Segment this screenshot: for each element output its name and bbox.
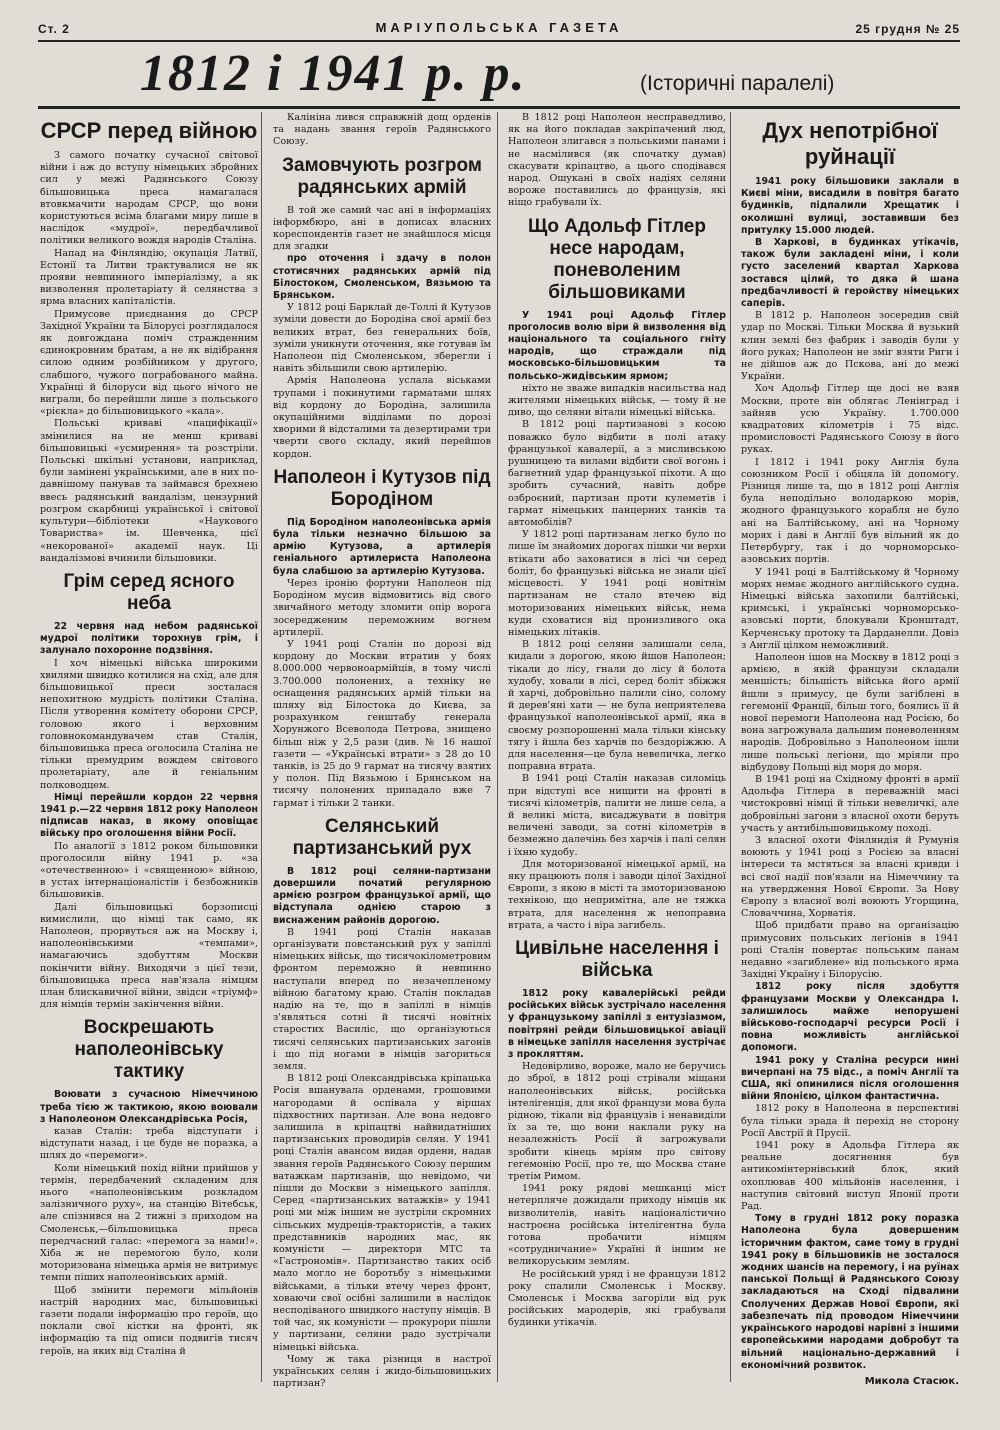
paragraph: Не російський уряд і не французи 1812 року спалили Смоленськ і Москву. Смоленськ і Москва загоріли від рук російських мародерів, які грабували будинки утікачів. (508, 1268, 726, 1329)
paragraph: І хоч німецькі війська широкими хвилями швидко котилися на схід, але для більшовицької преси зосталася непохитною мудрість політики Сталіна. Після утворення комітету оборони СРСР, головою якого і верховним головнокомандувачем став Сталін, більшовицька преса оголосила Сталіна не тільки премудрим вождем світового пролетаріату, але й геніальним полководцем. (40, 657, 258, 791)
paragraph: 1812 року в Наполеона в перспективі була тільки зрада й перехід не сторону Росії Австрії й Прусії. (741, 1103, 959, 1139)
page-number: Ст. 2 (38, 22, 70, 36)
paragraph: В 1941 році Сталін наказав організувати повстанський рух у запіллі німецьких військ, що тисячокілометровим фронтом переможно й невпинно наступали вперед по незачепленому війною багатому краю. Сталін покладав надію на те, що в запіллі в німців з'являться сотні й тисячі новітніх старостиx Василіс, що організуються тисячі селянських партизанських загонів і що під ногами в німців загориться земля. (273, 926, 491, 1072)
lead-paragraph: В Харкові, в будинках утікачів, також були закладені міни, і коли густо заселений квартал Харкова зостався цілий, то дяка й шана предбачливості й геройству німецьких саперів. (741, 237, 959, 310)
paragraph: З власної охоти Фінляндія й Румунія воюють у 1941 році з Росією за власні інтереси та мстяться за власні кривди і всі свої надії пов'язали на Німеччину та на утвердження Нової Європи. За Нову Європу з власної волі воюють Угорщина, Словаччина, Хорватія. (741, 834, 959, 920)
paragraph: ніхто не зваже випадків насильства над жителями німецьких військ, — тому й не диво, що селяни вітали німецькі війська. (508, 382, 726, 419)
paragraph: Хоч Адольф Гітлер ще досі не взяв Москви, проте він облягає Ленінград і зайняв усю Україну. 1.700.000 квадратових кілометрів і 75 відс. промисловості Радянського Союзу в його руках. (741, 383, 959, 456)
paragraph: В 1812 р. Наполеон зосередив свій удар по Москві. Тільки Москва й вузький клин землі без фабрик і заводів були у його руках; Наполеон не зміг взяти Риги і не дійшов аж до Пскова, ані до межі України. (741, 310, 959, 383)
column-divider (730, 112, 731, 1382)
paragraph: казав Сталін: треба відступати і відступати назад, і це буде не поразка, а шлях до «перемоги». (40, 1126, 258, 1162)
paragraph: У 1812 році Барклай де-Толлі й Кутузов зуміли довести до Бородіна свої армії без великих втрат, без генеральних боїв, зуміли уникнути оточення, яке готував їм Наполеон під Смоленськом, зберегли і навіть збільшили свою артилерію. (273, 302, 491, 375)
lead-paragraph: В 1812 році селяни-партизани довершили початий регулярною армією розгром французької армії, що відступала однією старою з виснаженим районів дорогою. (273, 865, 491, 926)
paragraph: У 1812 році партизанам легко було по лише їм знайомих дорогах пішки чи верхи втікати або заховатися в лісі чи серед боліт, бо французькі війська не знали цієї місцевості. У 1941 році новітнім партизанам не стало втечею від моторизованих німецьких військ, нема куди сховатися від пронизливого ока німецьких літаків. (508, 529, 726, 638)
paragraph: І 1812 і 1941 року Англія була союзником Росії і обіцяла їй допомогу. Різниця лише та, що в 1812 році Англія була неподільно володаркою морів, жодного французького корабля не було ані на Балтійському, ані на Чорному морях і даві в Англії був вільний як до Петербургу, так і до чорноморсько-азовських портів. (741, 456, 959, 566)
paragraph: Напад на Фінляндію, окупація Латвії, Естонії та Литви трактувалися не як прояви невпинного імперіалізму, а як визволення пролетаріату й селянства з ярма власних капіталістів. (40, 247, 258, 308)
heading-silence: Замовчують розгром радянських армій (282, 154, 482, 198)
lead-paragraph: 1941 року більшовики заклали в Києві міни, висадили в повітря багато будинків, підпалили Хрещатик і околишні вулиці, зоставивши без притулку 15.000 людей. (741, 176, 959, 236)
lead-paragraph: 22 червня над небом радянської мудрої політики торохнув грім, і залунало похоронне подзвіння. (40, 620, 258, 657)
paragraph: В той же самий час ані в інформаціях інформбюро, ані в дописах власних кореспондентів газет не знайшлося місця для згадки (273, 204, 491, 253)
paragraph: В 1941 році на Східному фронті в армії Адольфа Гітлера в переважній масі чистокровні німці й тільки невеличкі, але добровільні загони з власної охоти беруть участь у антибільшовицькому поході. (741, 773, 959, 834)
title-rule (38, 106, 960, 109)
lead-paragraph: 1812 року після здобуття французами Москви у Олександра І. залишилось майже непорушені військово-господарчі ресурси Росії і повна можливість англійської допомоги. (741, 981, 959, 1054)
paragraph: Примусове приєднання до СРСР Західної України та Білорусі розглядалося як довгождана поміч стражденним єдинокровним братам, а не як відібрання силою одним розбійником у другого, слабшого, чужого пограбованого майна. Українці й білоруси від цього нічого не виграли, бо перейшли лише з польського «рієкла» до більшовицького «кала». (40, 308, 258, 418)
newspaper-name: МАРІУПОЛЬСЬКА ГАЗЕТА (375, 20, 623, 35)
page-subtitle: (Історичні паралелі) (640, 72, 835, 95)
heading-civilians: Цивільне населення і війська (515, 937, 719, 981)
column-divider (497, 112, 498, 1382)
page-title: 1812 і 1941 р. р. (140, 45, 527, 102)
heading-ruin: Дух непотрібної руйнації (762, 118, 938, 169)
article-column-3 (508, 112, 726, 1412)
heading-partisans: Селянський партизанський рух (292, 815, 472, 859)
heading-ussr-before-war: СРСР перед війною (40, 118, 258, 143)
paragraph: Недовірливо, вороже, мало не беручись до зброї, в 1812 році стрівали міщани наполеонівських військ, російська інтелігенція, для якої французи мова була рідною, тікали від французів і ненавиділи їх за те, що вони наклали руку на незалежність Росії й загрожували зробити кінець мріям про світову гегемонію Росії, про те, що Москва стане третім Римом. (508, 1061, 726, 1183)
heading-napoleon-tactics: Воскрешають наполеонівську тактику (74, 1017, 224, 1083)
header-rule (38, 40, 960, 42)
paragraph: В 1812 році селяни залишали села, кидали з дорогою, якою йшов Наполеон; тікали до лісу, гнали до лісу й болота худобу, ховали в лісі, серед боліт збіжжя й харчі, добровільно палили сіно, солому й дерев'яні хати — не була неприятелева французької наполеонівської армії, яка в своєму розпорошенні мала тільки кінську тягу і йшла без харчів по бездоріжжю. А для населення—це була невеличка, легко поправна втрата. (508, 639, 726, 773)
paragraph: У 1941 році Сталін по дорозі від кордону до Москви втратив у боях 8.000.000 червоноармійців, в тому числі 3.700.000 полонених, а техніку не оснащення радянських армій тільки на шляху від Білостока до Києва, за розрахунком генштабу генерала Хорунжого Всеволода Петрова, знищено більш ніж у 2,5 рази (див. № 16 нашої газети — «Українські втрати» з 28 до 10 танків, із 25 до 9 гармат на тисячу взятих у полон. Під Вязьмою і Брянськом на тисячу полонених припадало вже 7 гармат і тільки 2 танки. (273, 638, 491, 809)
paragraph: 1941 року рядові мешканці міст нетерпляче дожидали приходу німців як визволителів, навіть націоналістично настроєна російська інтелігентна була готова пробачити німцям «сотрудничание» Україні й іншим не великоруським землям. (508, 1183, 726, 1268)
issue-date: 25 грудня № 25 (855, 22, 960, 36)
lead-paragraph: У 1941 році Адольф Гітлер проголосив волю віри й визволення від національного та соціального гніту народів, що страждали під московсько-більшовицьким та польсько-жидівським ярмом; (508, 309, 726, 382)
paragraph: Польські криваві «пацифікації» змінилися на не менш криваві більшовицькі «усмирення» та розстріли. Польські шкільні установи, наприклад, були замінені українськими, але в них по-давнішому панував та займався брехнею ввесь радянський вандалізм, цензурний розгром скарбниці української і світової культури—бібліотеки «Наукового Товариства» ім. Шевченка, цієї «некорованої» академії наук. Ці вандалізмові вчинили більшовики. (40, 418, 258, 564)
paragraph: З самого початку сучасної світової війни і аж до вступу німецьких збройних сил у межі Радянського Союзу більшовицька преса намагалася втовкмачити народам СРСР, що вони користуються всіма благами миру лише в наслідок «мудрої», передбачливої політики великого вождя народів Сталіна. (40, 150, 258, 247)
paragraph: В 1812 році Олександрівська кріпацька Росія вшанувала орденами, грошовими нагородами й оспівала у віршах підхвостних партизан. Але вона недовго залишила в кріпацтві найвидатніших партизанських проводирів селян. У 1941 році Сталін авансом видав ордени, надав звання героїв Радянського Союзу першим ватажкам партизанів, що невідомо, чи пішли до Москви з німецького запілля. Серед «партизанських ватажків» у 1941 році ми між іншим не зустріли скромних сільських мудреців-трактористів, а таких представників народних мас, як комуністи — директори МТС та «Гастрономів». Партизанство таких осіб мало могло не боротьбу з німецькими військами, а тільки втечу через фронт, ховаючи свої осібні залишили в наслідок несподіваного швидкого наступу німців. В той час, як комуністи — прокурори пішли у партизани, селяни радо зустрічали німецькі війська. (273, 1073, 491, 1353)
article-column-1 (40, 112, 258, 1412)
column-divider (261, 112, 262, 1382)
article-column-4 (741, 112, 959, 1412)
heading-thunder: Грім серед ясного неба (63, 570, 235, 614)
author-signature: Микола Стасюк. (864, 1375, 959, 1387)
paragraph: 1941 року в Адольфа Гітлера як реальне досягнення був антикомінтернівський блок, який охоплював 400 мільйонів населення, і наступив світовий виступ Японії проти Рад. (741, 1140, 959, 1213)
paragraph: Щоб придбати право на організацію примусових польських легіонів в 1941 році Сталін повертає польським панам недавно «загиблене» від польського ярма Західні Україну і Білорусію. (741, 920, 959, 981)
paragraph: В 1812 році партизанові з косою поважко було відбити в полі атаку французької кавалерії, а з мисливською рушницею та вилами відбити свої вогонь і багнетний удар французької піхоти. А що зробить сучасний, навіть добре озброєний, партизан проти кулеметів і гармат німецьких панцерних танків та автомобілів? (508, 419, 726, 529)
paragraph: У 1941 році в Балтійському й Чорному морях немає жодного англійського судна. Німецькі війська захопили балтійські, кримські, і українські чорноморсько-азовські порти, блокували Кронштадт, Керченську протоку та Дарданелли. Довіз з Англії цілком неможливий. (741, 566, 959, 651)
paragraph: Коли німецький похід війни прийшов у термін, передбачений складеним для нього «наполеонівським розкладом залізничного руху», на станцію Вітебськ, але спізнився на 2 тижні з приходом на Смоленськ,—більшовицька преса передчасний галас: «перемога за нами!». Хіба ж не перемогою було, коли моторизована німецька армія не витримує темпи піших наполеонівських армій. (40, 1162, 258, 1284)
lead-paragraph: Тому в грудні 1812 року поразка Наполеона була довершеним історичним фактом, саме тому в грудні 1941 року в більшовиків не зосталося жодних шансів на перемогу, і на руїнах панської Польщі й Радянського Союзу закладаються на Сході підвалини Сполучених Держав Нової Європи, які забезпечать під проводом Німеччини українського народові нарівні з іншими європейськими народами добробут та вільний національно-державний і економічний розвиток. (741, 1213, 959, 1371)
article-column-2 (273, 112, 491, 1412)
lead-paragraph: Воювати з сучасною Німеччиною треба тією ж тактикою, якою воювали з Наполеоном Олександрівська Росія, (40, 1089, 258, 1125)
paragraph: Щоб змінити перемоги мільйонів настрій народних мас, більшовицькі газети подали інформацію про героїв, що поклали свої кістки на фронті, як інформацію та під описи подвигів тисяч героїв, на яких від Сталіна й (40, 1284, 258, 1357)
lead-paragraph: про оточення і здачу в полон стотисячних радянських армій під Білостоком, Смоленськом, Вязьмою та Брянськом. (273, 253, 491, 302)
paragraph: Через іронію фортуни Наполеон під Бородіном мусив відмовитись від свого звичайного методу зломити опір ворога зосередженим переможним вогнем артилерії. (273, 577, 491, 638)
heading-borodino: Наполеон і Кутузов під Бородіном (273, 466, 491, 510)
paragraph: По аналогії з 1812 роком більшовики проголосили війну 1941 р. «за «отечественною» і «священною» війною, в устах інтернаціоналістів і безбожників більшовиків. (40, 840, 258, 901)
lead-paragraph: 1941 року у Сталіна ресурси нині вичерпані на 75 відс., а поміч Англії та США, які опинилися після оголошення війни Японією, цілком фантастична. (741, 1054, 959, 1103)
paragraph: Чому ж така різниця в настрої українських селян і жидо-більшовицьких партизан? (273, 1353, 491, 1390)
paragraph: В 1812 році Наполеон несправедливо, як на його покладав закріпачений люд, Наполеон злигався з польськими панами і не насмілився (як спочатку думав) скасувати кріпацтво, а цього сподівався народ. Ошукані в своїх надіях селяни вороже поставились до французів, які ніщо грабували їх. (508, 112, 726, 209)
paragraph: В 1941 році Сталін наказав силоміць при відступі все нищити на фронті в тисячі кілометрів, палити не лише села, а й великі міста, висаджувати в повітря величені заводи, за сотні кілометрів в безмежно далечінь без харчів і палі селян і їхню худобу. (508, 773, 726, 858)
paragraph: Для моторизованої німецької армії, на яку працюють поля і заводи цілої Західної Європи, з якою в місті та змоторизованою технікою, що непримітна, але не тяжка втрата, для населення ж непоправна втрата, а часто і віра загибель. (508, 858, 726, 931)
lead-paragraph: Німці перейшли кордон 22 червня 1941 р.—22 червня 1812 року Наполеон підписав наказ, в якому оповіщає війську про оголошення війни Росії. (40, 791, 258, 840)
lead-paragraph: 1812 року кавалерійські рейди російських військ зустрічало населення у французькому запіллі з ентузіазмом, повітряні рейди більшовицької авіації в німецьке запілля населення зустрічає з прокляттям. (508, 987, 726, 1060)
paragraph: Далі більшовицькі борзописці вимислили, що німці так само, як Наполеон, прорвуться аж на Москву і, наполеонівськими «темпами», намагаючись здобуттям Москви покінчити війну. Виходячи з цієї тези, більшовицька преса нав'язала німцям план блискавичної війни, звідси «тріумф» для німців термін закінчення війни. (40, 901, 258, 1011)
lead-paragraph: Під Бородіном наполеонівська армія була тільки незначно більшою за армію Кутузова, а артилерія геніального артилериста Наполеона була слабшою за артилерію Кутузова. (273, 516, 491, 577)
page-header (38, 18, 960, 40)
paragraph: Наполеон ішов на Москву в 1812 році з армією, в якій французи складали меншість; більшість війська його армії йшли з примусу, це були загіблені в гегемонії Франції, більш того, боялись її й нової перемоги Наполеона над Росією, бо вона загрожувала дальшим поневоленням народів. Добровільно з Наполеоном ішли лише польські легіони, що мріяли про відбудову Польщі від моря до моря. (741, 651, 959, 773)
paragraph: Армія Наполеона услала віськами трупами і покинутими гарматами шлях від кордону до Бородіна, залишила окупаційними відділами по дорозі хворими й відсталими та дезертирами три чверти свого складу, який перейшов кордон. (273, 375, 491, 460)
paragraph: Калініна лився справжній дощ орденів та надань звання героїв Радянського Союзу. (273, 112, 491, 148)
heading-hitler-brings: Що Адольф Гітлер несе народам, поневоленим більшовиками (528, 215, 706, 303)
